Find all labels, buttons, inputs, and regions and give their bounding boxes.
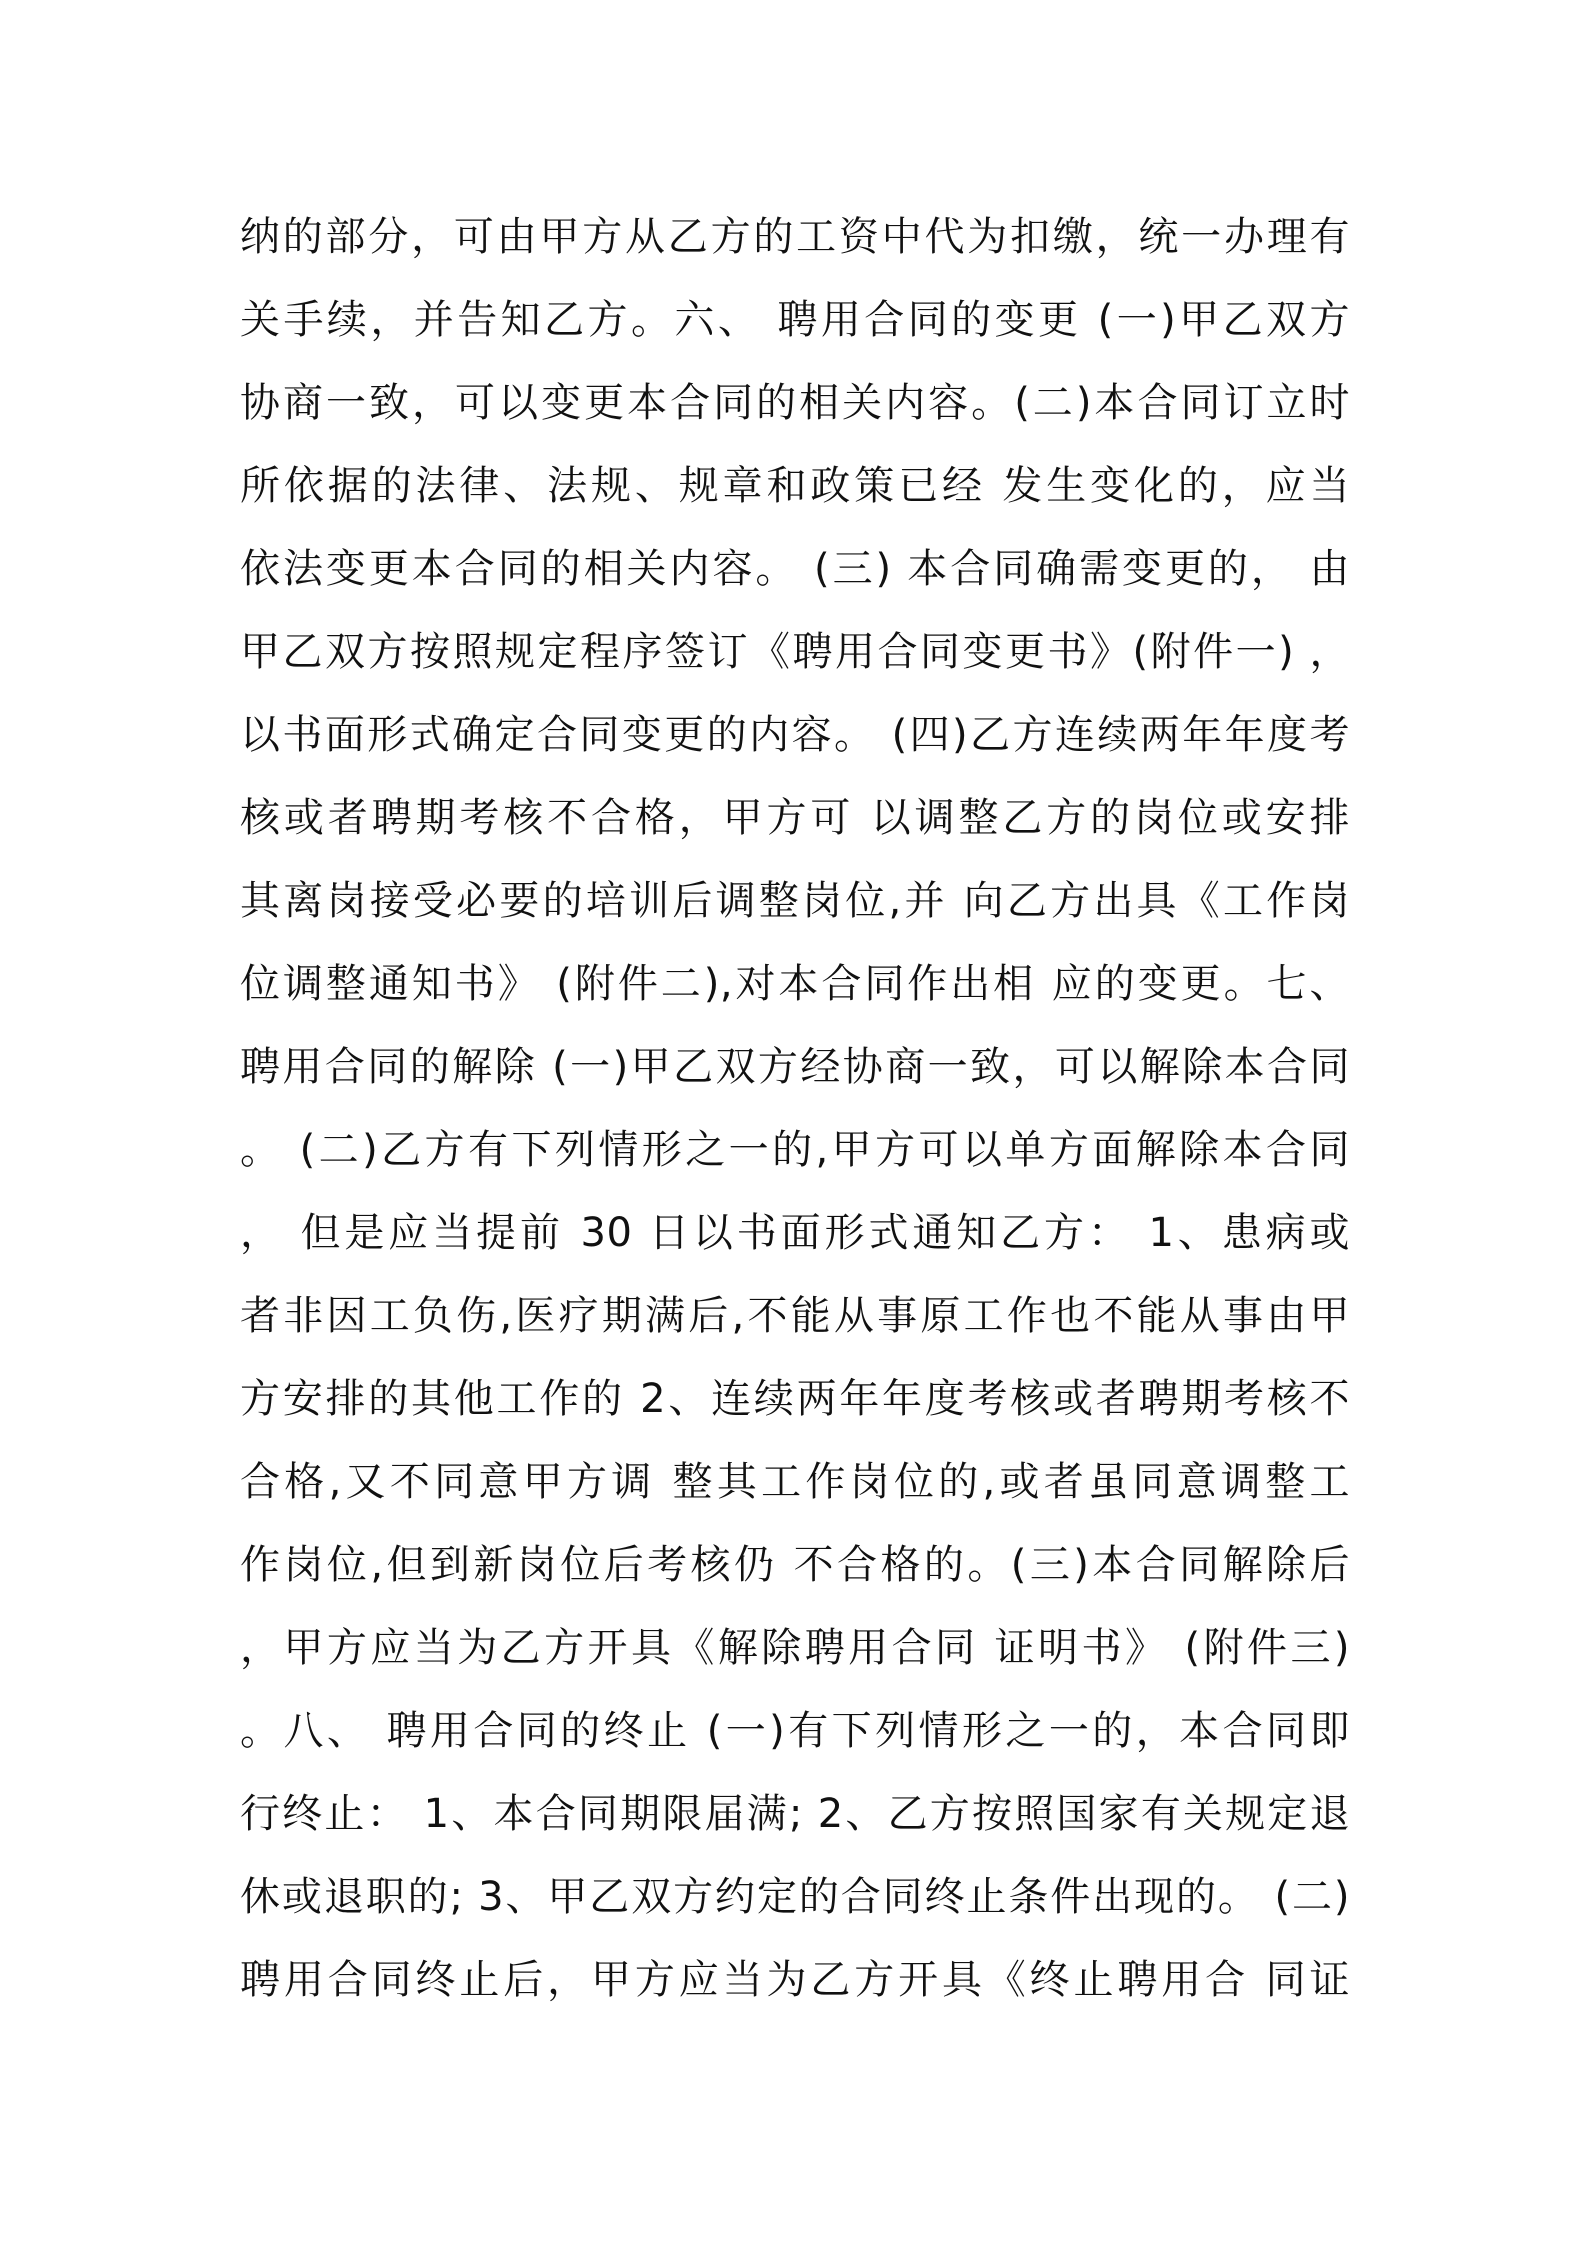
text-line: 协商一致，可以变更本合同的相关内容。(二)本合同订立时 <box>240 380 1350 426</box>
text-line: 其离岗接受必要的培训后调整岗位,并 向乙方出具《工作岗 <box>240 878 1350 924</box>
text-line: 甲乙双方按照规定程序签订《聘用合同变更书》(附件一) ， <box>240 629 1350 675</box>
text-line: 者非因工负伤,医疗期满后,不能从事原工作也不能从事由甲 <box>240 1293 1350 1339</box>
text-line: 行终止： 1、本合同期限届满; 2、乙方按照国家有关规定退 <box>240 1791 1350 1837</box>
contract-text-body <box>240 196 1350 2022</box>
text-line: 聘用合同的解除 (一)甲乙双方经协商一致，可以解除本合同 <box>240 1044 1350 1090</box>
text-line: 合格,又不同意甲方调 整其工作岗位的,或者虽同意调整工 <box>240 1459 1350 1505</box>
text-line: 聘用合同终止后，甲方应当为乙方开具《终止聘用合 同证 <box>240 1957 1350 2003</box>
text-line: 作岗位,但到新岗位后考核仍 不合格的。(三)本合同解除后 <box>240 1542 1350 1588</box>
text-line: 以书面形式确定合同变更的内容。 (四)乙方连续两年年度考 <box>240 712 1350 758</box>
text-line: 核或者聘期考核不合格，甲方可 以调整乙方的岗位或安排 <box>240 795 1350 841</box>
text-line: 关手续，并告知乙方。六、 聘用合同的变更 (一)甲乙双方 <box>240 297 1350 343</box>
text-line: 位调整通知书》 (附件二),对本合同作出相 应的变更。七、 <box>240 961 1350 1007</box>
text-line: 休或退职的; 3、甲乙双方约定的合同终止条件出现的。 (二) <box>240 1874 1350 1920</box>
text-line: 方安排的其他工作的 2、连续两年年度考核或者聘期考核不 <box>240 1376 1350 1422</box>
text-line: ，甲方应当为乙方开具《解除聘用合同 证明书》 (附件三) <box>240 1625 1350 1671</box>
text-line: 所依据的法律、法规、规章和政策已经 发生变化的，应当 <box>240 463 1350 509</box>
text-line: ， 但是应当提前 30 日以书面形式通知乙方： 1、患病或 <box>240 1210 1350 1256</box>
text-line: 。八、 聘用合同的终止 (一)有下列情形之一的，本合同即 <box>240 1708 1350 1754</box>
text-line: 依法变更本合同的相关内容。 (三) 本合同确需变更的， 由 <box>240 546 1350 592</box>
text-line: 。 (二)乙方有下列情形之一的,甲方可以单方面解除本合同 <box>240 1127 1350 1173</box>
text-line: 纳的部分，可由甲方从乙方的工资中代为扣缴，统一办理有 <box>240 214 1350 260</box>
